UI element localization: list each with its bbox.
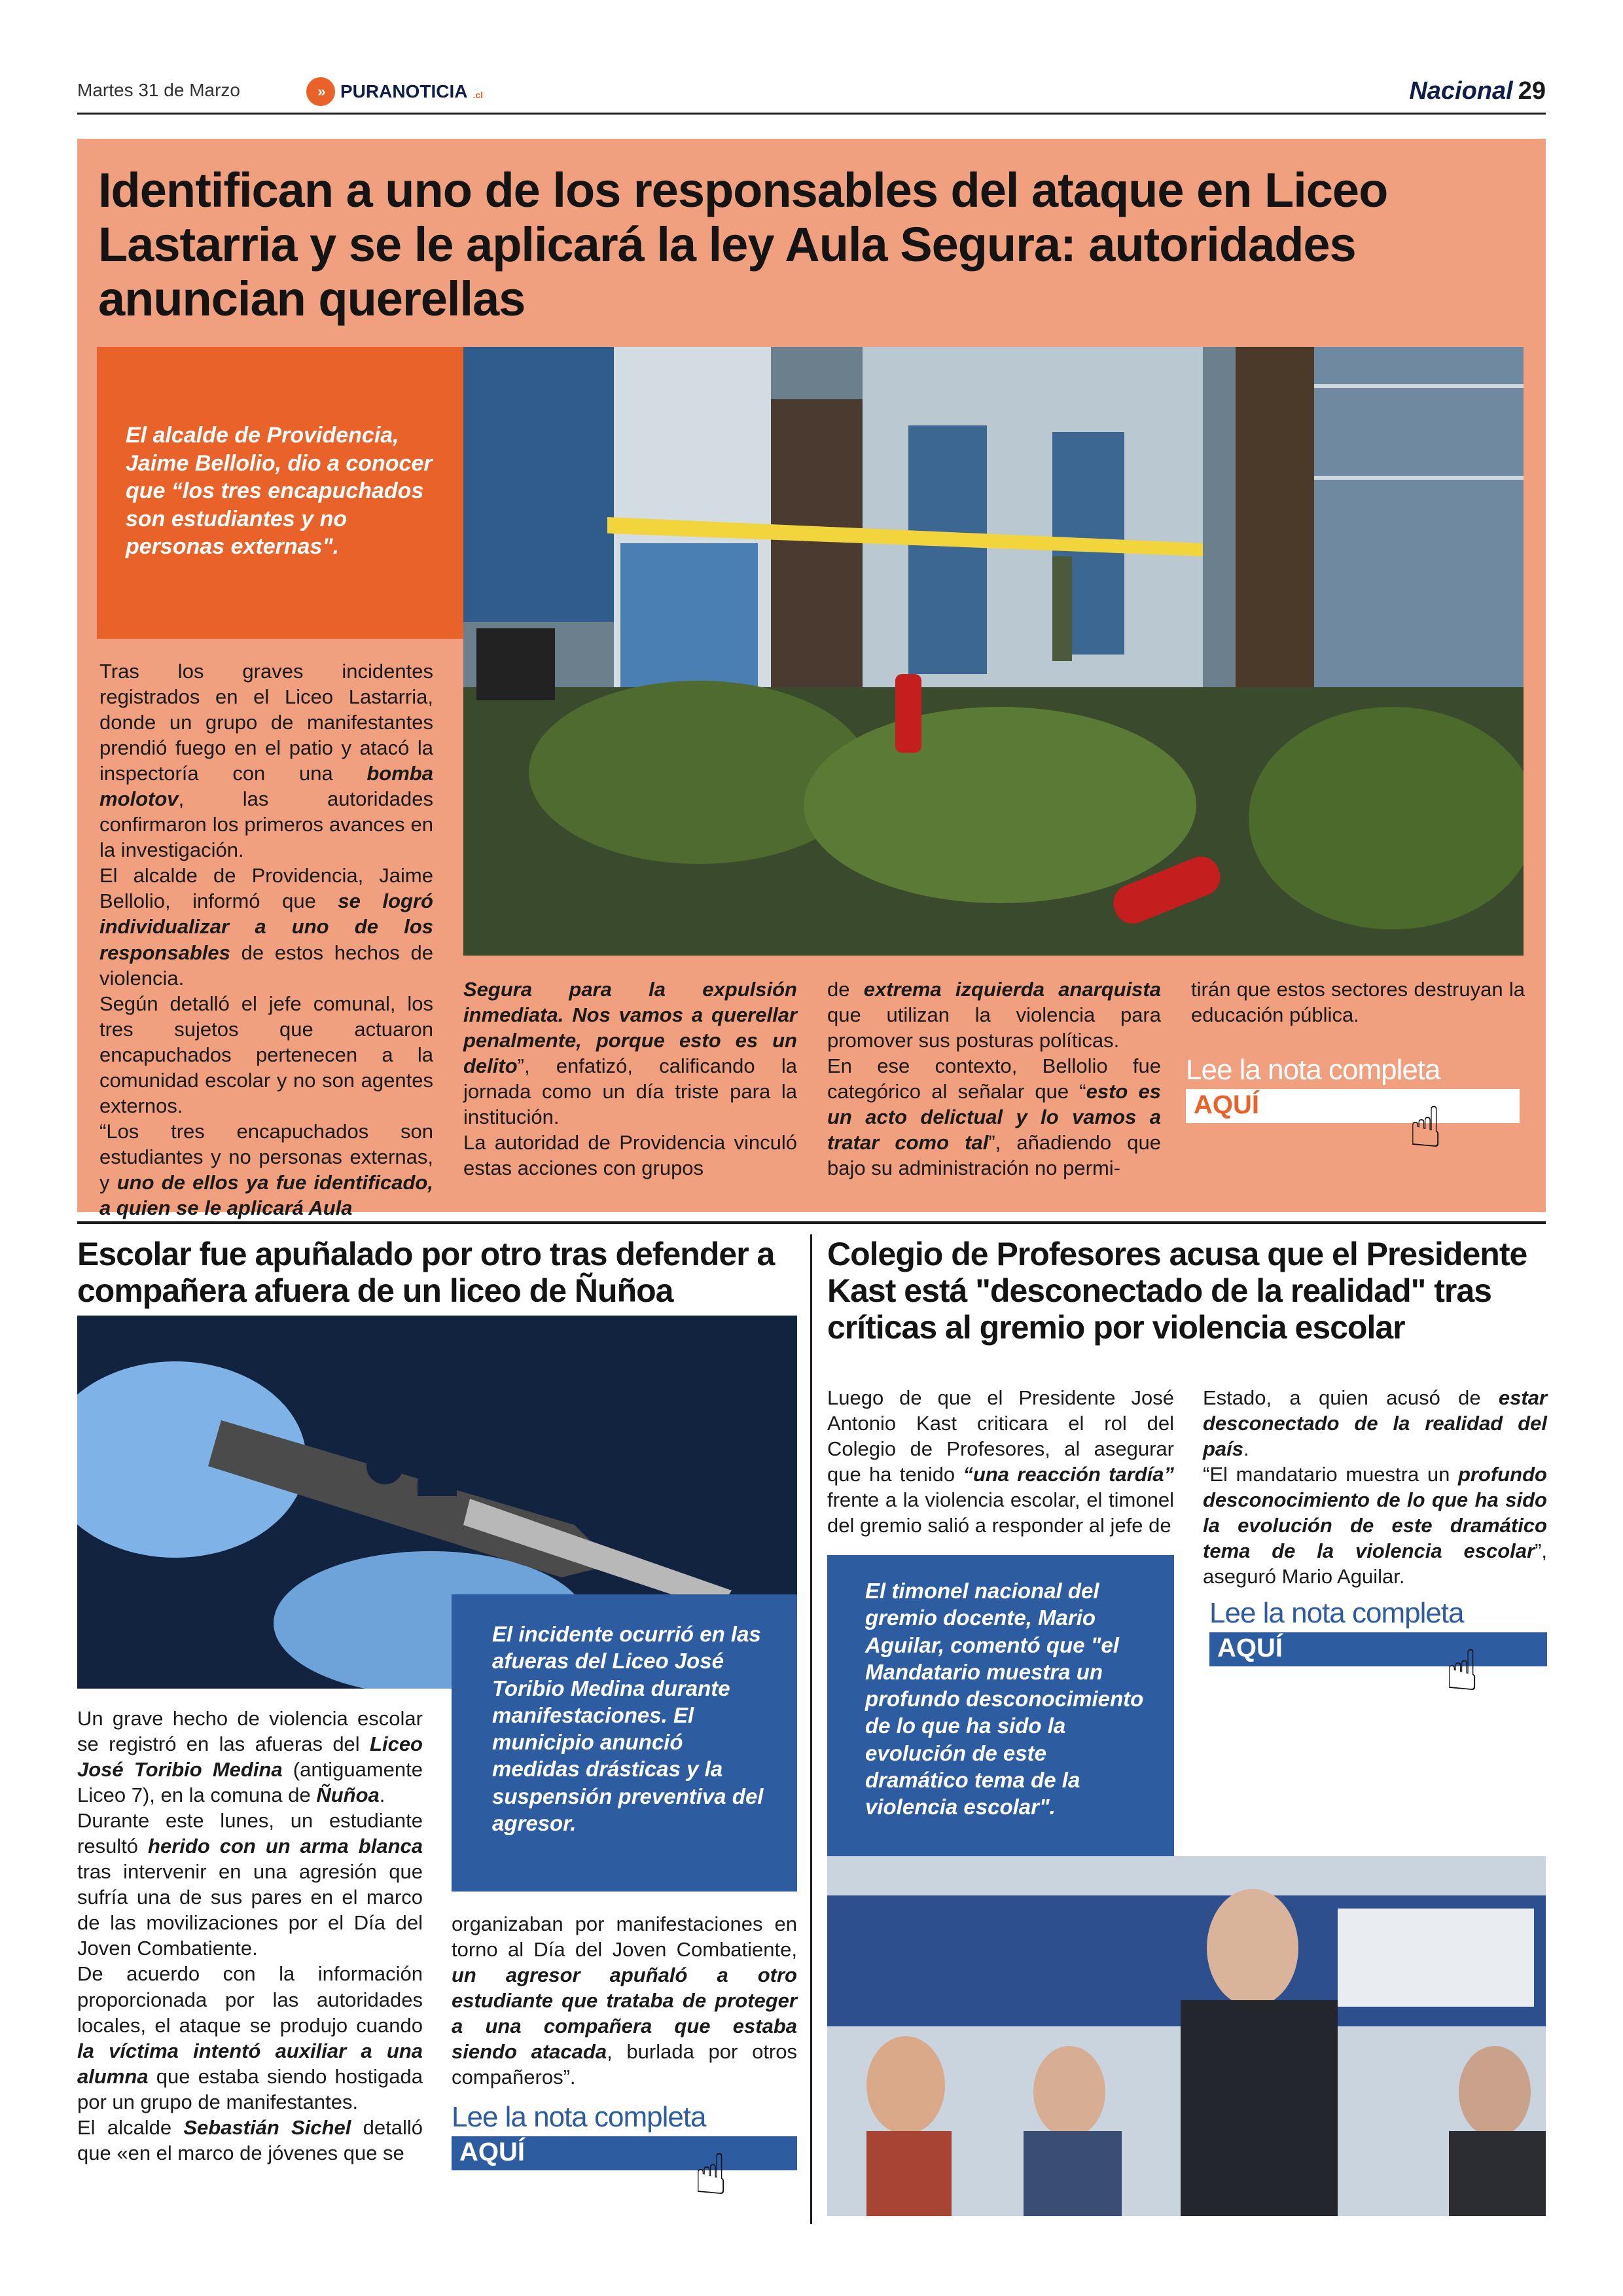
text-emphasis: bomba molotov xyxy=(99,762,433,811)
text-run: “El mandatario muestra un xyxy=(1203,1463,1458,1486)
text-emphasis: profundo desconocimiento de lo que ha sido la evolución de este dramático tema de la violencia escolar xyxy=(1203,1463,1547,1563)
right-pullquote: El timonel nacional del gremio docente, Mario Aguilar, comentó que "el Mandatario muestra un profundo desconocimiento de lo que ha sido la evolución de este dramático tema de la violencia escolar". xyxy=(865,1579,1144,1819)
right-article-headline: Colegio de Profesores acusa que el Presidente Kast está "desconectado de la realidad" tras críticas al gremio por violencia escolar xyxy=(827,1236,1527,1346)
text-run: Un grave hecho de violencia escolar se registró en las afueras del xyxy=(77,1707,423,1756)
text-emphasis: estar desconectado de la realidad del país xyxy=(1203,1386,1547,1461)
left-read-more-link[interactable] xyxy=(452,2101,805,2225)
text-run: En ese contexto, Bellolio fue categórico al señalar que “ xyxy=(827,1054,1161,1103)
text-emphasis: esto es un acto delictual y lo vamos a tratar como tal xyxy=(827,1080,1161,1155)
section-name: Nacional xyxy=(1409,77,1513,105)
top-pullquote: El alcalde de Providencia, Jaime Bellolio, dio a conocer que “los tres encapuchados son estudiantes y no personas externas". xyxy=(126,423,433,559)
read-more-label: Lee la nota completa xyxy=(1209,1597,1464,1629)
text-run: El alcalde xyxy=(77,2115,184,2139)
top-article-column-4 xyxy=(1191,977,1525,1028)
text-run: Durante este lunes, un estudiante resultó xyxy=(77,1809,423,1858)
column-divider xyxy=(810,1234,812,2224)
text-emphasis: uno de ellos ya fue identificado, a quien se le aplicará Aula xyxy=(99,1170,433,1219)
section-divider xyxy=(77,1221,1546,1224)
left-pullquote: El incidente ocurrió en las afueras del Liceo José Toribio Medina durante manifestaciones. El municipio anunció medidas drásticas y la suspensión preventiva del agresor. xyxy=(492,1622,764,1835)
left-article-headline: Escolar fue apuñalado por otro tras defender a compañera afuera de un liceo de Ñuñoa xyxy=(77,1236,775,1309)
text-run: ”, añadiendo que bajo su administración no permi- xyxy=(827,1131,1161,1180)
text-run: , burlada por otros compañeros”. xyxy=(452,2040,797,2089)
liceo-scene-illustration xyxy=(463,347,1524,956)
text-emphasis: herido con un arma blanca xyxy=(148,1835,423,1858)
text-emphasis: Ñuñoa xyxy=(316,1784,380,1807)
logo-arrows-icon: » xyxy=(306,77,335,106)
text-run: frente a la violencia escolar, el timonel del gremio salió a responder al jefe de xyxy=(827,1488,1174,1537)
text-run: Estado, a quien acusó de xyxy=(1203,1386,1499,1409)
left-article-column-2 xyxy=(452,1911,797,2090)
text-run: ”, enfatizó, calificando la jornada como un día triste para la institución. xyxy=(463,1054,797,1129)
text-run: de estos hechos de violencia. xyxy=(99,941,433,990)
mario-aguilar-photo xyxy=(827,1856,1546,2216)
top-article-column-3 xyxy=(827,977,1161,1181)
text-emphasis: extrema izquierda anarquista xyxy=(863,978,1161,1001)
read-more-bar xyxy=(452,2136,797,2170)
right-article-column-2 xyxy=(1203,1385,1547,1589)
issue-date: Martes 31 de Marzo xyxy=(77,80,240,100)
text-run: de xyxy=(827,978,864,1001)
click-hand-icon: ☝ xyxy=(694,2144,728,2206)
text-paragraph: tirán que estos sectores destruyan la educación pública. xyxy=(1191,978,1525,1027)
read-more-label: Lee la nota completa xyxy=(452,2101,706,2133)
text-run: El alcalde de Providencia, Jaime Bellolio, informó que xyxy=(99,864,433,913)
text-emphasis: un agresor apuñaló a otro estudiante que trataba de proteger a una compañera que estaba siendo atacada xyxy=(452,1964,797,2064)
left-article-column-1 xyxy=(77,1706,423,2166)
top-article-headline: Identifican a uno de los responsables del ataque en Liceo Lastarria y se le aplicará la ley Aula Segura: autoridades anuncian querellas xyxy=(98,163,1388,326)
liceo-lastarria-photo xyxy=(463,347,1524,956)
section-label xyxy=(1409,77,1546,105)
masthead-logo[interactable] xyxy=(306,77,483,106)
header-divider xyxy=(77,113,1546,115)
text-emphasis: la víctima intentó auxiliar a una alumna xyxy=(77,2039,423,2088)
text-run: , las autoridades confirmaron los primeros avances en la investigación. xyxy=(99,787,433,862)
text-run: Tras los graves incidentes registrados en el Liceo Lastarria, donde un grupo de manifestantes prendió fuego en el patio y atacó la inspectoría con una xyxy=(99,660,433,785)
page-number: 29 xyxy=(1518,77,1546,105)
read-more-label: Lee la nota completa xyxy=(1186,1054,1440,1086)
right-article-column-1 xyxy=(827,1385,1174,1538)
text-emphasis: Liceo José Toribio Medina xyxy=(77,1732,423,1782)
text-run: ”, aseguró Mario Aguilar. xyxy=(1203,1539,1547,1588)
read-more-button[interactable]: AQUÍ xyxy=(459,2138,525,2166)
text-run: . xyxy=(379,1784,385,1807)
logo-suffix: .cl xyxy=(473,90,484,100)
top-read-more-link[interactable] xyxy=(1186,1054,1526,1178)
text-run: “Los tres encapuchados son estudiantes y no personas externas, y xyxy=(99,1119,433,1194)
text-emphasis: Segura para la expulsión inmediata. Nos vamos a querellar penalmente, porque esto es un delito xyxy=(463,978,797,1078)
text-paragraph: Según detalló el jefe comunal, los tres sujetos que actuaron encapuchados pertenecen a la comunidad escolar y no son agentes externos. xyxy=(99,992,433,1117)
text-paragraph: La autoridad de Providencia vinculó estas acciones con grupos xyxy=(463,1131,797,1180)
text-run: . xyxy=(1243,1437,1249,1461)
text-run: detalló que «en el marco de jóvenes que se xyxy=(77,2115,423,2164)
right-read-more-link[interactable] xyxy=(1209,1597,1550,1721)
text-run: que estaba siendo hostigada por un grupo de manifestantes. xyxy=(77,2064,423,2113)
text-run: tras intervenir en una agresión que sufría una de sus pares en el marco de las movilizaciones por el Día del Joven Combatiente. xyxy=(77,1860,423,1960)
protest-scene-illustration xyxy=(827,1856,1546,2216)
text-run: De acuerdo con la información proporcionada por las autoridades locales, el ataque se produjo cuando xyxy=(77,1962,423,2037)
click-hand-icon: ☝ xyxy=(1445,1640,1480,1702)
read-more-button[interactable]: AQUÍ xyxy=(1217,1634,1283,1662)
logo-text: PURANOTICIA xyxy=(340,81,468,101)
read-more-bar xyxy=(1209,1632,1547,1666)
click-hand-icon: ☝ xyxy=(1408,1096,1443,1159)
text-emphasis: se logró individualizar a uno de los responsables xyxy=(99,889,433,964)
top-article-column-1 xyxy=(99,658,433,1221)
text-run: organizaban por manifestaciones en torno al Día del Joven Combatiente, xyxy=(452,1912,797,1962)
text-run: Luego de que el Presidente José Antonio Kast criticara el rol del Colegio de Profesores, al asegurar que ha tenido xyxy=(827,1386,1174,1486)
read-more-button[interactable]: AQUÍ xyxy=(1194,1090,1259,1119)
text-emphasis: “una reacción tardía” xyxy=(963,1463,1174,1486)
text-emphasis: Sebastián Sichel xyxy=(183,2115,351,2139)
text-run: que utilizan la violencia para promover sus posturas políticas. xyxy=(827,1003,1161,1052)
text-run: (antiguamente Liceo 7), en la comuna de xyxy=(77,1758,423,1807)
read-more-bar xyxy=(1186,1089,1520,1123)
top-article-column-2 xyxy=(463,977,797,1181)
